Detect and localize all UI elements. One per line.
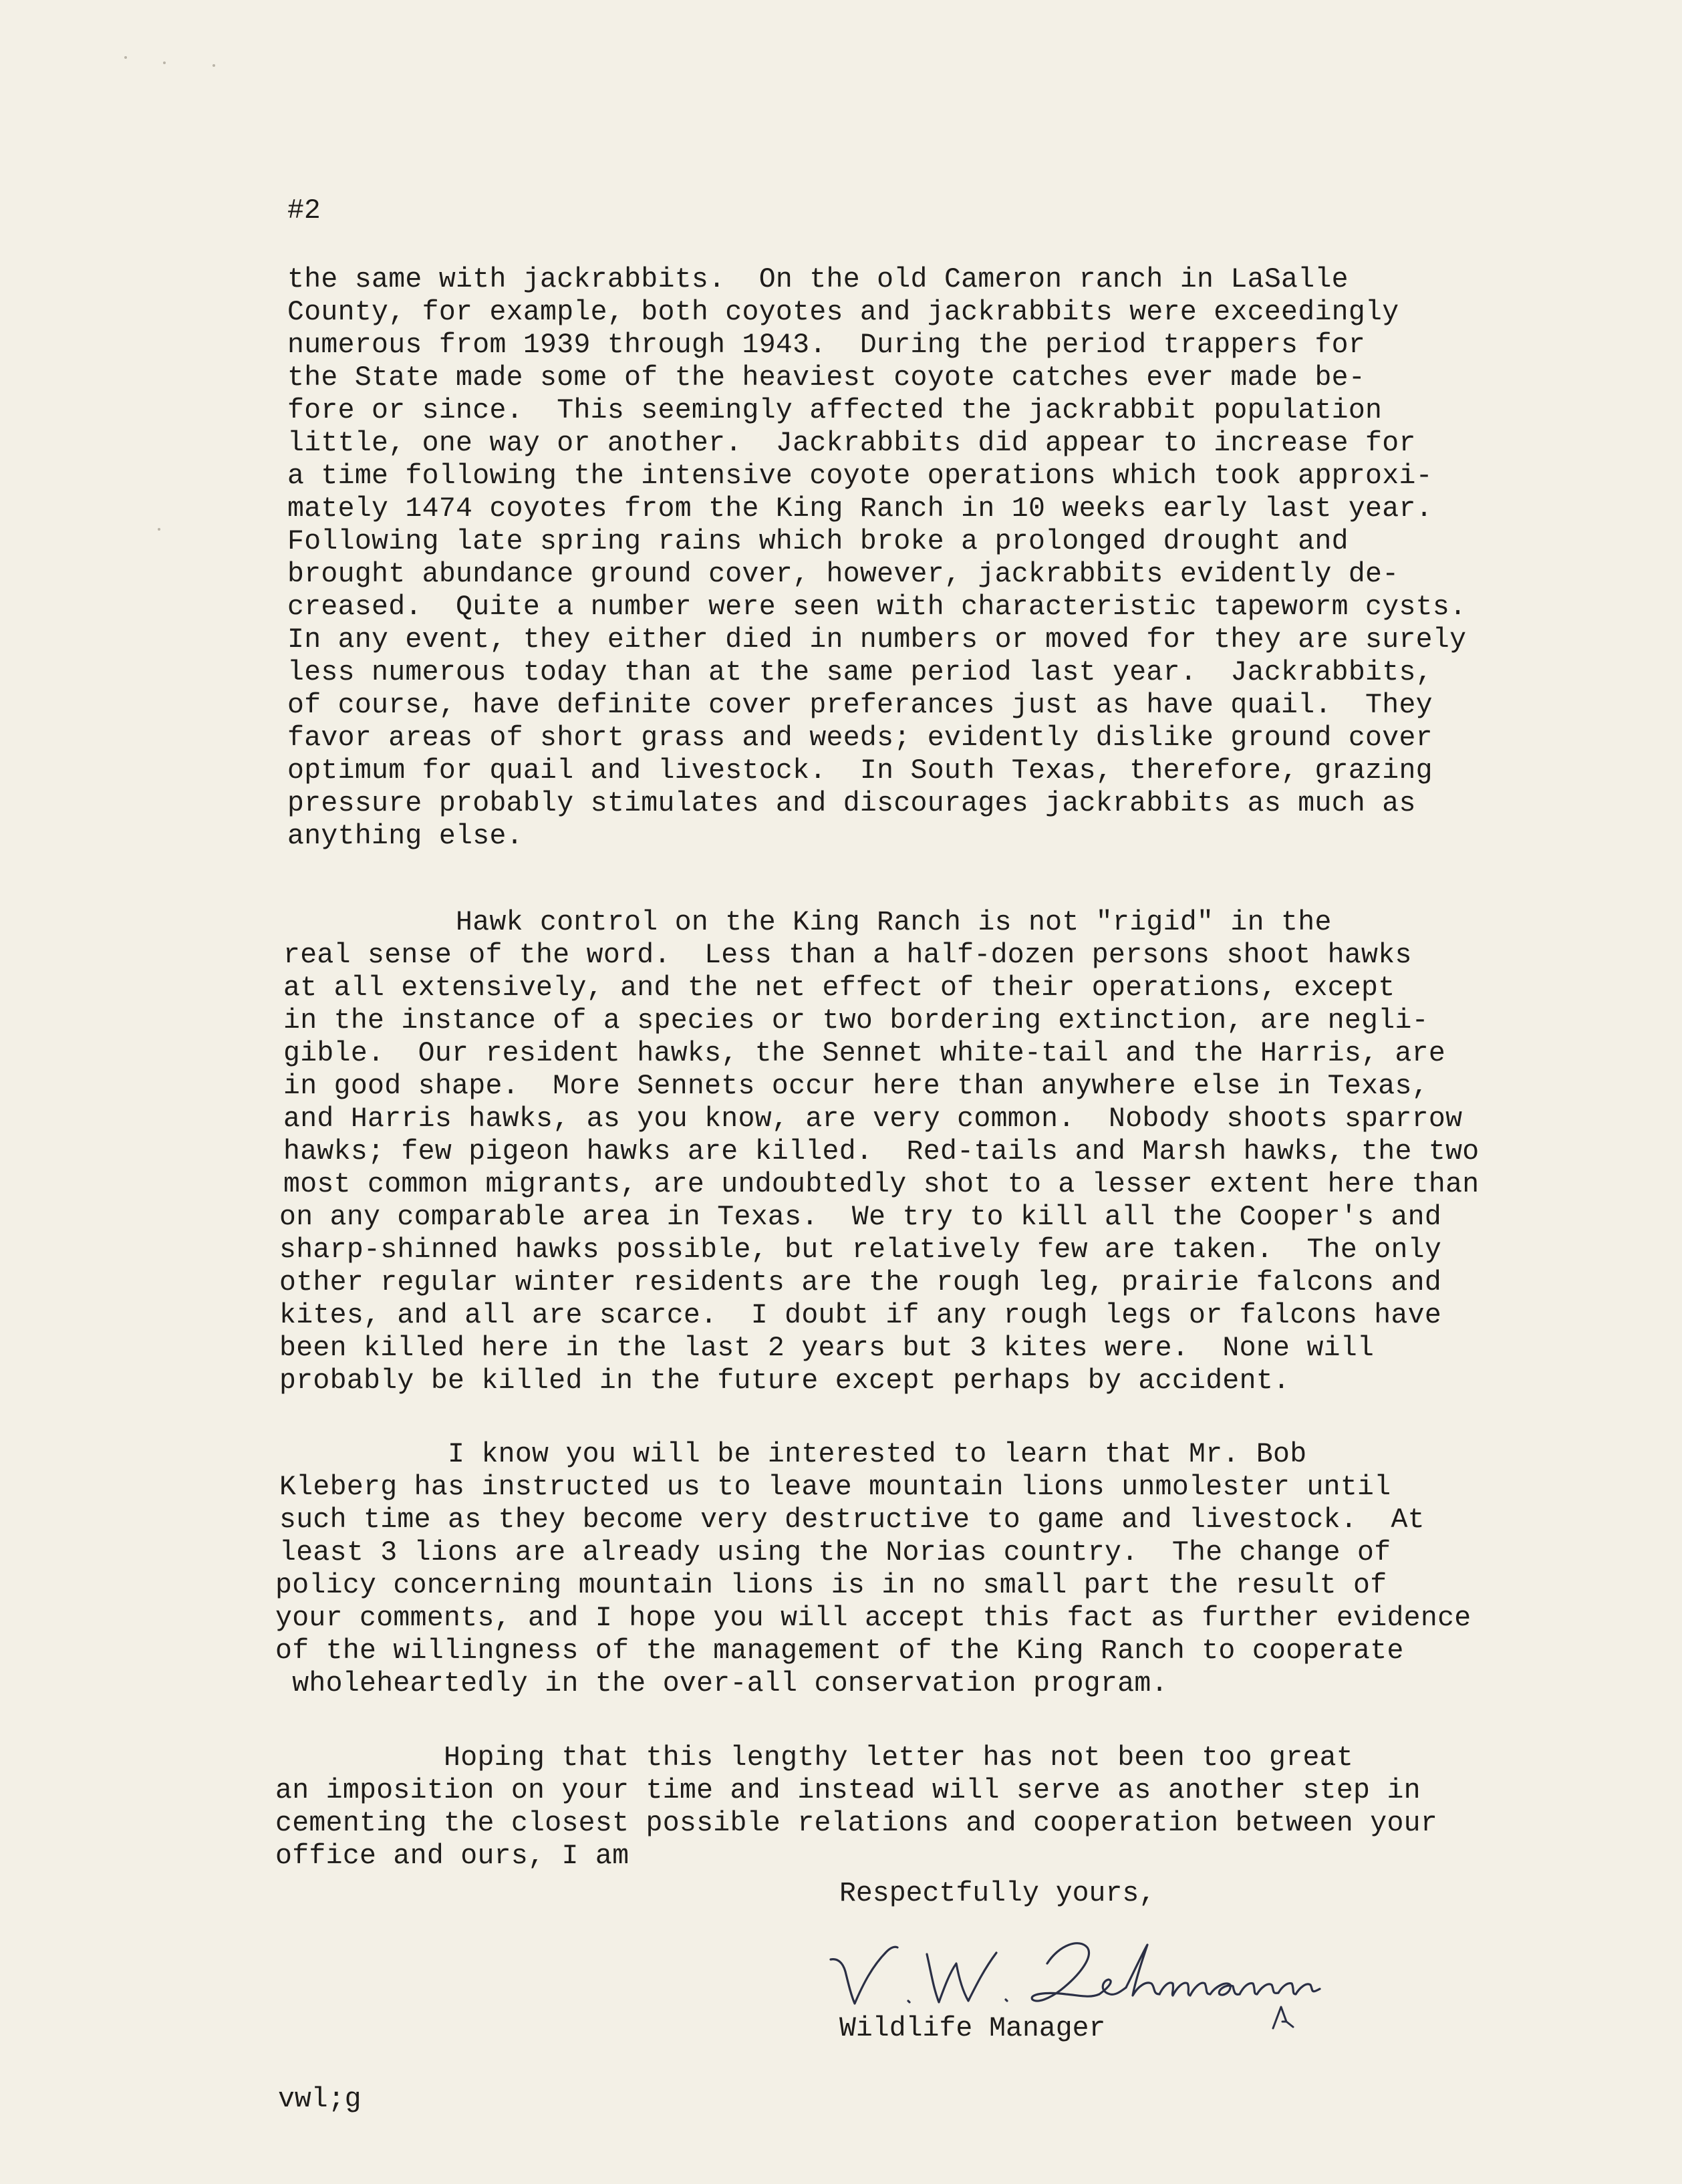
paper-speck bbox=[124, 56, 127, 59]
reference-initials: vwl;g bbox=[278, 2084, 362, 2115]
text-line: gible. Our resident hawks, the Sennet white-tail and the Harris, are bbox=[283, 1038, 1446, 1069]
text-line: such time as they become very destructive to game and livestock. At bbox=[279, 1504, 1425, 1536]
paper-speck bbox=[158, 528, 160, 531]
text-line: sharp-shinned hawks possible, but relatively few are taken. The only bbox=[279, 1234, 1442, 1266]
text-line: in good shape. More Sennets occur here than anywhere else in Texas, bbox=[283, 1071, 1429, 1102]
text-line: been killed here in the last 2 years but 3 kites were. None will bbox=[279, 1333, 1375, 1364]
text-line: office and ours, I am bbox=[275, 1840, 629, 1872]
text-line: of the willingness of the management of the King Ranch to cooperate bbox=[275, 1635, 1404, 1667]
text-line: Kleberg has instructed us to leave mountain lions unmolester until bbox=[279, 1472, 1391, 1503]
text-line: favor areas of short grass and weeds; evidently dislike ground cover bbox=[287, 722, 1433, 754]
text-line: Following late spring rains which broke a prolonged drought and bbox=[287, 526, 1349, 557]
text-line: least 3 lions are already using the Norias country. The change of bbox=[279, 1537, 1391, 1568]
text-line: optimum for quail and livestock. In South Texas, therefore, grazing bbox=[287, 755, 1433, 787]
text-line: a time following the intensive coyote operations which took approxi- bbox=[287, 460, 1433, 492]
text-line: other regular winter residents are the rough leg, prairie falcons and bbox=[279, 1267, 1442, 1299]
text-line: numerous from 1939 through 1943. During the period trappers for bbox=[287, 329, 1366, 361]
text-line: I know you will be interested to learn that Mr. Bob bbox=[279, 1439, 1307, 1470]
text-line: and Harris hawks, as you know, are very common. Nobody shoots sparrow bbox=[283, 1103, 1463, 1135]
text-line: Hawk control on the King Ranch is not "rigid" in the bbox=[287, 907, 1332, 938]
text-line: little, one way or another. Jackrabbits did appear to increase for bbox=[287, 428, 1416, 459]
text-line: mately 1474 coyotes from the King Ranch in 10 weeks early last year. bbox=[287, 493, 1433, 525]
page-number: #2 bbox=[287, 195, 321, 227]
text-line: policy concerning mountain lions is in no small part the result of bbox=[275, 1570, 1387, 1601]
text-line: probably be killed in the future except perhaps by accident. bbox=[279, 1365, 1290, 1397]
text-line: in the instance of a species or two bordering extinction, are negli- bbox=[283, 1005, 1429, 1037]
signer-title: Wildlife Manager bbox=[839, 2013, 1106, 2044]
text-line: on any comparable area in Texas. We try to kill all the Cooper's and bbox=[279, 1202, 1442, 1233]
text-line: Hoping that this lengthy letter has not been too great bbox=[275, 1742, 1354, 1774]
text-line: real sense of the word. Less than a half-dozen persons shoot hawks bbox=[283, 940, 1412, 971]
text-line: of course, have definite cover preferances just as have quail. They bbox=[287, 690, 1433, 721]
paper-speck bbox=[163, 61, 166, 64]
text-line: In any event, they either died in numbers or moved for they are surely bbox=[287, 624, 1467, 656]
text-line: at all extensively, and the net effect of their operations, except bbox=[283, 972, 1395, 1004]
text-line: brought abundance ground cover, however, jackrabbits evidently de- bbox=[287, 559, 1399, 590]
text-line: hawks; few pigeon hawks are killed. Red-tails and Marsh hawks, the two bbox=[283, 1136, 1480, 1168]
text-line: the same with jackrabbits. On the old Cameron ranch in LaSalle bbox=[287, 264, 1349, 295]
text-line: pressure probably stimulates and discourages jackrabbits as much as bbox=[287, 788, 1416, 819]
text-line: creased. Quite a number were seen with characteristic tapeworm cysts. bbox=[287, 591, 1467, 623]
signature bbox=[825, 1925, 1333, 2018]
initials-mark bbox=[1266, 2002, 1300, 2035]
text-line: cementing the closest possible relations and cooperation between your bbox=[275, 1808, 1438, 1839]
text-line: an imposition on your time and instead will serve as another step in bbox=[275, 1775, 1421, 1806]
text-line: the State made some of the heaviest coyote catches ever made be- bbox=[287, 362, 1366, 394]
text-line: fore or since. This seemingly affected the jackrabbit population bbox=[287, 395, 1383, 426]
closing: Respectfully yours, bbox=[839, 1878, 1156, 1909]
text-line: wholeheartedly in the over-all conservation program. bbox=[275, 1668, 1168, 1699]
text-line: most common migrants, are undoubtedly shot to a lesser extent here than bbox=[283, 1169, 1480, 1200]
text-line: County, for example, both coyotes and jackrabbits were exceedingly bbox=[287, 297, 1399, 328]
text-line: your comments, and I hope you will accept this fact as further evidence bbox=[275, 1603, 1471, 1634]
text-line: anything else. bbox=[287, 821, 523, 852]
paper-speck bbox=[213, 64, 215, 67]
text-line: kites, and all are scarce. I doubt if any rough legs or falcons have bbox=[279, 1300, 1442, 1331]
text-line: less numerous today than at the same period last year. Jackrabbits, bbox=[287, 657, 1433, 688]
